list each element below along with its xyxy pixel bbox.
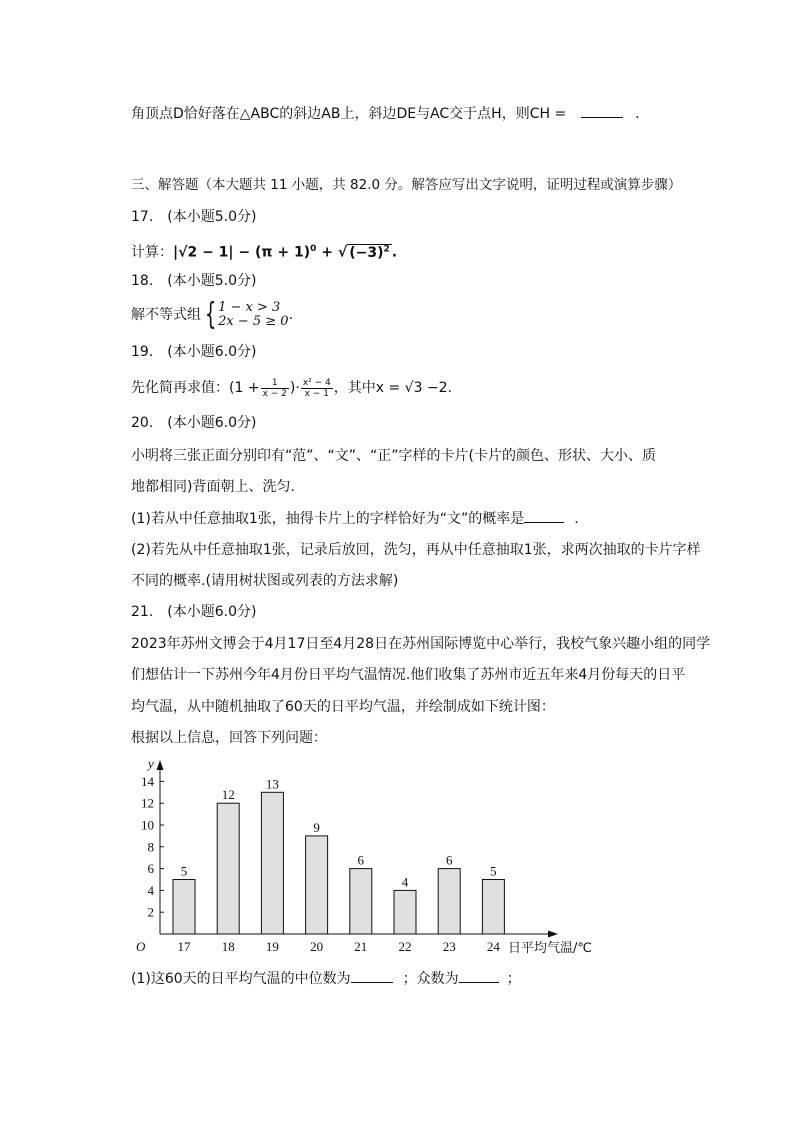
q18-header: 18. (本小题5.0分) <box>131 273 257 289</box>
x-tick-label: 17 <box>177 939 191 954</box>
q17-sqrt-inner: $(-3)^2$ <box>349 244 390 261</box>
y-tick-label: 12 <box>141 795 154 811</box>
q19-expression <box>131 374 452 402</box>
temperature-bar-chart <box>126 752 626 962</box>
q19-header: 19. (本小题6.0分) <box>131 344 257 360</box>
y-tick-label: 2 <box>147 904 154 920</box>
bar <box>217 803 239 934</box>
y-axis-label: y <box>148 756 154 771</box>
x-axis-arrow <box>548 931 558 938</box>
q18-ineq1: 1 − x > 3 <box>218 300 281 315</box>
q21-part-1 <box>131 968 521 989</box>
q21-part1-a: (1)这60天的日平均气温的中位数为 <box>131 971 351 987</box>
q19-fraction-1: $\frac{1}{x - 2}$ <box>262 377 287 399</box>
y-axis-arrow <box>157 760 164 770</box>
q17-expr-a: |√2 − 1| − (π + 1) <box>173 244 311 261</box>
y-tick-label: 6 <box>147 861 154 877</box>
q17-exp0: 0 <box>310 244 317 254</box>
q16-tail-end: . <box>635 106 640 122</box>
bar-value-label: 4 <box>401 874 409 890</box>
q21-line-3: 均气温，从中随机抽取了60天的日平均气温，并绘制成如下统计图： <box>131 699 555 715</box>
bar-value-label: 6 <box>357 852 365 868</box>
q17-end: . <box>391 244 398 261</box>
q20-part-2-line-2: 不同的概率.(请用树状图或列表的方法求解) <box>131 573 399 589</box>
origin-label: O <box>136 939 146 954</box>
q17-exp2: 2 <box>383 244 390 254</box>
q20-part-2-line-1: (2)若先从中任意抽取1张，记录后放回，洗匀，再从中任意抽取1张，求两次抽取的卡片字样 <box>131 542 701 558</box>
q21-part1-b: ；众数为 <box>402 971 459 987</box>
q20-line-2: 地都相同)背面朝上、洗匀. <box>131 479 295 495</box>
bar-value-label: 5 <box>180 863 188 879</box>
q18-system <box>218 301 288 329</box>
x-tick-label: 24 <box>486 939 500 954</box>
q17-plus: + <box>316 244 338 261</box>
q21-part1-end: ； <box>506 971 521 987</box>
chart-bars <box>173 792 504 934</box>
x-tick-label: 23 <box>442 939 456 954</box>
q21-mode-blank[interactable] <box>459 968 499 983</box>
q21-line-1: 2023年苏州文博会于4月17日至4月28日在苏州国际博览中心举行，我校气象兴趣小组的同学 <box>131 636 711 652</box>
bar <box>350 869 372 934</box>
q20-part-1 <box>131 508 579 529</box>
bar <box>261 792 283 934</box>
x-axis-label: 日平均气温/℃ <box>508 941 592 956</box>
bar <box>438 869 460 934</box>
q20-answer-blank[interactable] <box>524 508 564 523</box>
y-tick-label: 8 <box>147 839 154 855</box>
y-tick-label: 10 <box>141 817 154 833</box>
q19-prefix: 先化简再求值：(1 + <box>131 380 260 396</box>
x-tick-label: 21 <box>354 939 368 954</box>
y-tick-label: 4 <box>147 882 154 898</box>
bar <box>482 880 504 935</box>
q16-tail-line <box>131 103 640 124</box>
bar <box>306 836 328 934</box>
q19-mid: )· <box>289 380 300 396</box>
q17-expression: 计算：$|√2 - 1| - (\pi + 1)^0$ + √ $(-3)^2$ . <box>131 244 398 261</box>
q18-brace: { <box>204 297 217 332</box>
q20-line-1: 小明将三张正面分别印有“范”、“文”、“正”字样的卡片(卡片的颜色、形状、大小、质 <box>131 448 656 464</box>
q21-line-2: 们想估计一下苏州今年4月份日平均气温情况.他们收集了苏州市近五年来4月份每天的日平 <box>131 667 686 683</box>
section-3-title: 三、解答题（本大题共 11 小题，共 82.0 分。解答应写出文字说明，证明过程或演算步骤） <box>131 177 682 193</box>
bar <box>394 890 416 934</box>
q20-part1-end: . <box>574 511 579 527</box>
x-tick-label: 20 <box>310 939 324 954</box>
x-tick-label: 19 <box>265 939 279 954</box>
q18-end: . <box>288 307 294 323</box>
x-tick-label: 18 <box>221 939 235 954</box>
x-tick-label: 22 <box>398 939 412 954</box>
y-tick-label: 14 <box>141 773 154 789</box>
q18-prefix: 解不等式组 <box>131 307 201 323</box>
q17-prefix: 计算： <box>131 244 173 261</box>
q21-median-blank[interactable] <box>351 968 393 983</box>
bar-value-label: 13 <box>265 776 279 792</box>
q19-fraction-2: $\frac{\text{x² − 4}}{x - 1}$ <box>302 377 331 399</box>
bar-value-label: 9 <box>313 819 320 835</box>
q20-header: 20. (本小题6.0分) <box>131 415 257 431</box>
q16-answer-blank[interactable] <box>581 103 623 118</box>
q18-expression <box>131 297 294 332</box>
bar-value-label: 6 <box>445 852 453 868</box>
q17-header: 17. (本小题5.0分) <box>131 209 257 225</box>
q21-header: 21. (本小题6.0分) <box>131 604 257 620</box>
q16-tail-text: 角顶点D恰好落在△ABC的斜边AB上，斜边DE与AC交于点H，则CH = <box>131 106 567 122</box>
bar <box>173 880 195 935</box>
bar-value-label: 5 <box>490 863 497 879</box>
q18-ineq2: 2x − 5 ≥ 0 <box>218 314 289 329</box>
q19-suffix: ，其中x = √3 −2. <box>333 380 453 396</box>
q21-line-4: 根据以上信息，回答下列问题： <box>131 730 327 746</box>
q20-part1-text: (1)若从中任意抽取1张，抽得卡片上的字样恰好为“文”的概率是 <box>131 511 525 527</box>
bar-value-label: 12 <box>221 787 235 803</box>
